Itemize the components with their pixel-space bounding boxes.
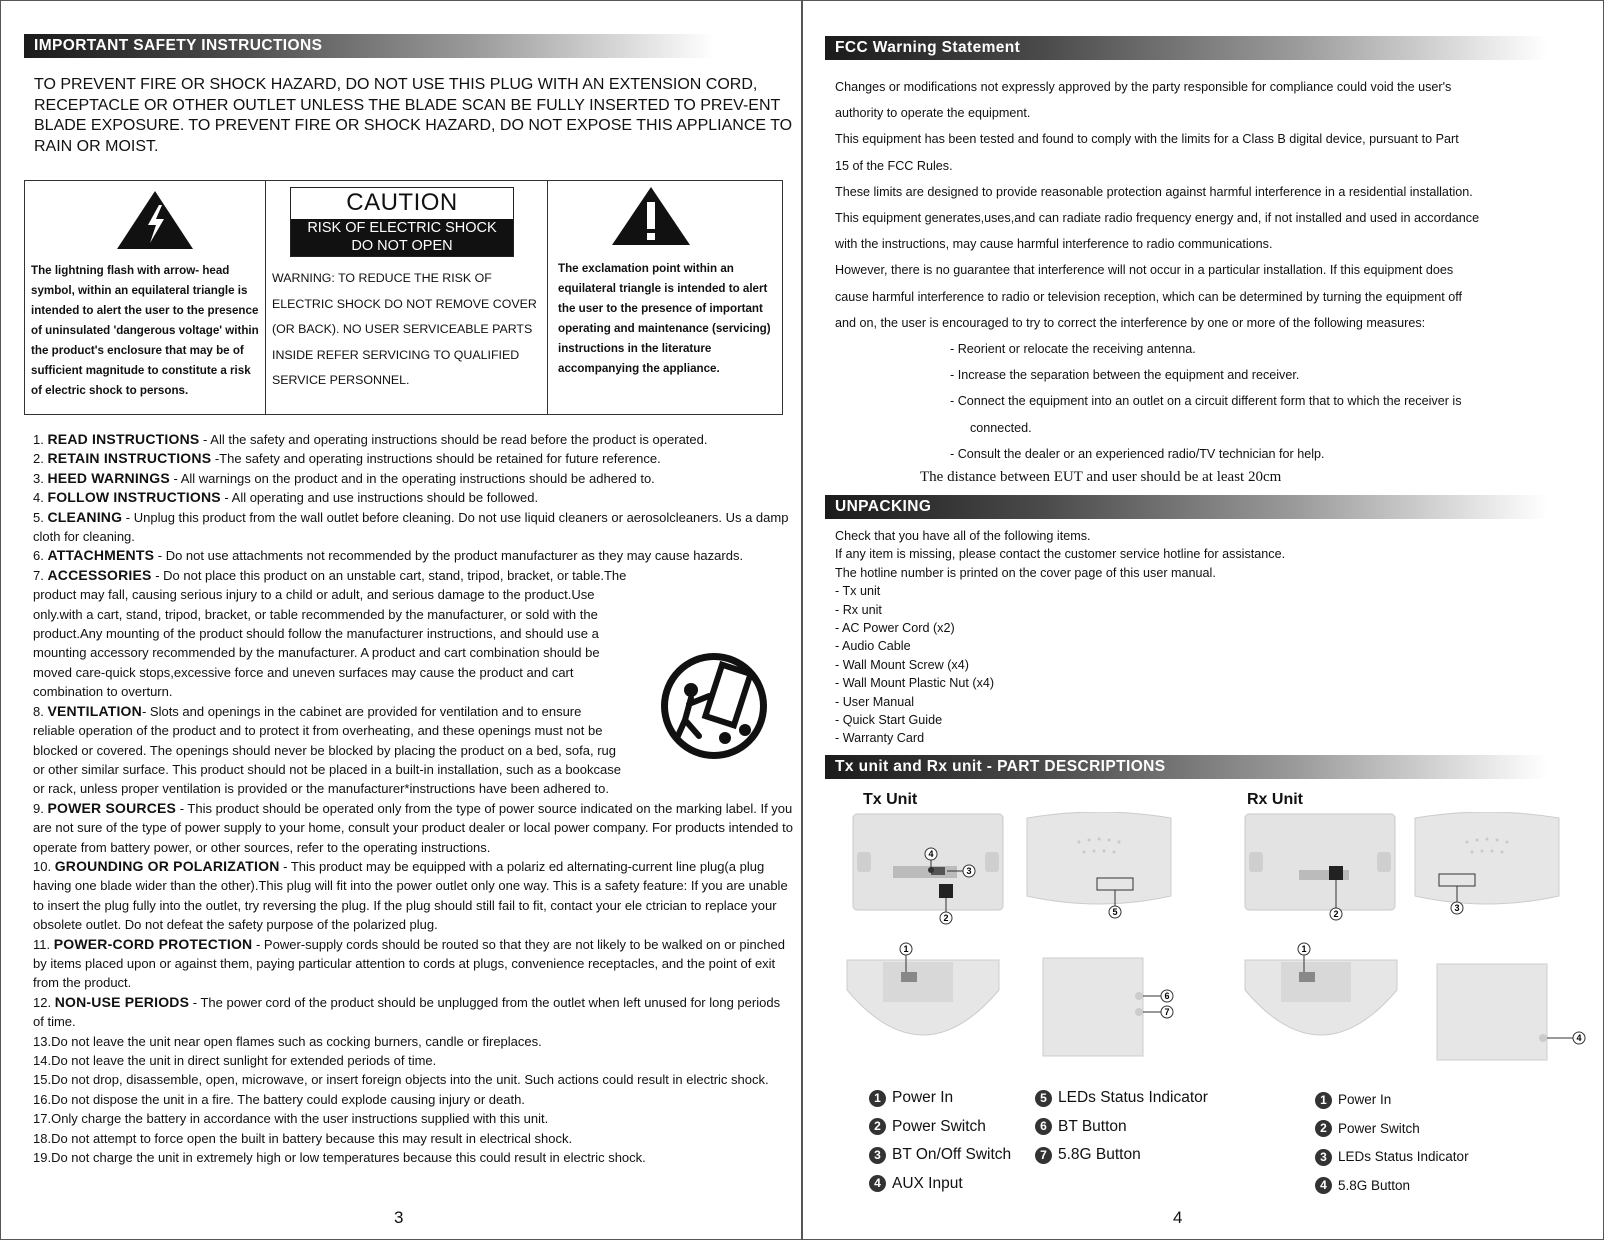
instruction-item — [33, 430, 793, 449]
instruction-item — [33, 799, 793, 857]
instruction-number: 8. — [33, 703, 48, 719]
instruction-item — [33, 546, 793, 565]
instruction-title: READ INSTRUCTIONS — [47, 431, 200, 447]
rx-base-image — [1241, 940, 1401, 1060]
legend-row — [869, 1084, 1011, 1113]
svg-text:7: 7 — [1164, 1007, 1170, 1017]
caution-description: WARNING: TO REDUCE THE RISK OF ELECTRIC SHOCK DO NOT REMOVE COVER (OR BACK). NO USER SERVICEABLE PARTS INSIDE REFER SERVICING TO QUALIFIED SERVICE PERSONNEL. — [272, 271, 537, 387]
instruction-title: POWER-CORD PROTECTION — [53, 935, 253, 952]
legend-row — [1035, 1084, 1208, 1113]
fcc-line: Changes or modifications not expressly approved by the party responsible for compliance could void the user's — [835, 80, 1452, 94]
left-page — [0, 0, 800, 1240]
exclamation-cell — [548, 181, 782, 414]
instruction-title: FOLLOW INSTRUCTIONS — [47, 489, 221, 506]
instruction-item — [33, 508, 793, 547]
unpacking-item: The hotline number is printed on the cover page of this user manual. — [835, 565, 1216, 580]
page-number-right: 4 — [1173, 1208, 1183, 1227]
unpacking-list — [835, 527, 1285, 748]
caution-label — [290, 187, 514, 257]
instruction-text: Do not leave the unit in direct sunlight for extended periods of time. — [51, 1053, 437, 1068]
instruction-item — [33, 1070, 793, 1089]
instruction-item — [33, 1051, 793, 1070]
instruction-text: Do not charge the unit in extremely high or low temperatures because this could result in electric shock. — [51, 1150, 646, 1166]
instruction-number: 4. — [33, 490, 48, 506]
instruction-text: - Slots and openings in the cabinet are provided for ventilation and to ensure reliable operation of the product and to protect it from overheating, and these openings must not be blocked or covered. The openings should never be blocked by placing the product on a bed, sofa, rug or other similar surface. This product should not be placed in a built-in installation, such as a bookcase or rack, unless proper ventilation is provided or the manufacturer*instructions have been adhered to. — [33, 703, 621, 797]
rx-speaker-front-image — [1407, 812, 1567, 932]
svg-text:1: 1 — [1301, 944, 1307, 954]
instruction-title: POWER SOURCES — [47, 799, 177, 816]
rx-unit-title: Rx Unit — [1247, 791, 1303, 808]
legend-number-badge: 4 — [869, 1175, 886, 1192]
instruction-text: Do not dispose the unit in a fire. The battery could explode causing injury or death. — [51, 1091, 525, 1107]
unpacking-header: UNPACKING — [825, 495, 1547, 519]
legend-number-badge: 1 — [869, 1090, 886, 1107]
instruction-title: ATTACHMENTS — [47, 547, 155, 564]
instruction-title: GROUNDING OR POLARIZATION — [54, 857, 280, 874]
legend-label: AUX Input — [892, 1174, 963, 1192]
parts-header: Tx unit and Rx unit - PART DESCRIPTIONS — [825, 755, 1547, 779]
fcc-measure: - Consult the dealer or an experienced radio/TV technician for help. — [950, 446, 1325, 461]
fcc-line: This equipment has been tested and found to comply with the limits for a Class B digital device, pursuant to Part — [835, 132, 1459, 147]
svg-text:2: 2 — [943, 913, 949, 923]
legend-label: 5.8G Button — [1338, 1177, 1411, 1193]
instruction-title: NON-USE PERIODS — [54, 993, 190, 1010]
instruction-item — [33, 469, 793, 488]
legend-number-badge: 7 — [1035, 1147, 1052, 1164]
instruction-item — [33, 488, 793, 507]
tx-speaker-front-image — [1019, 812, 1179, 932]
svg-text:3: 3 — [1454, 903, 1460, 913]
instruction-text: - Do not use attachments not recommended by the product manufacturer as they may cause hazards. — [154, 548, 744, 564]
safety-instructions-list — [33, 430, 793, 1167]
tx-unit-title: Tx Unit — [863, 791, 918, 808]
instruction-number: 1. — [33, 432, 48, 447]
rx-back-panel-image — [1239, 812, 1399, 932]
instruction-title: ACCESSORIES — [47, 566, 152, 583]
instruction-number: 2. — [33, 451, 48, 467]
caution-line-1: RISK OF ELECTRIC SHOCK — [307, 220, 497, 236]
safety-header: IMPORTANT SAFETY INSTRUCTIONS — [24, 34, 714, 58]
instruction-number: 15. — [33, 1072, 52, 1088]
instruction-number: 12. — [33, 994, 55, 1010]
legend-number-badge: 6 — [1035, 1118, 1052, 1135]
caution-title: CAUTION — [346, 189, 458, 216]
instruction-text: Do not drop, disassemble, open, microwave, or insert foreign objects into the unit. Such actions could result in electric shock. — [51, 1072, 769, 1088]
unpacking-item: - AC Power Cord (x2) — [835, 621, 955, 636]
legend-label: LEDs Status Indicator — [1338, 1149, 1469, 1164]
fcc-measure: - Connect the equipment into an outlet on a circuit different form that to which the receiver is — [950, 394, 1462, 409]
instruction-title: RETAIN INSTRUCTIONS — [47, 450, 212, 467]
page-number-left: 3 — [394, 1208, 404, 1227]
instruction-number: 17. — [33, 1111, 52, 1127]
caution-band — [291, 219, 513, 256]
fcc-line: 15 of the FCC Rules. — [835, 158, 953, 173]
instruction-text: - All operating and use instructions should be followed. — [220, 490, 539, 506]
svg-text:6: 6 — [1164, 991, 1170, 1001]
fcc-line: However, there is no guarantee that interference will not occur in a particular installation. If this equipment does — [835, 263, 1454, 278]
legend-label: Power In — [1338, 1092, 1392, 1107]
unpacking-item: - Wall Mount Screw (x4) — [835, 657, 969, 672]
unpacking-item: - User Manual — [835, 694, 915, 709]
instruction-text: - Unplug this product from the wall outlet before cleaning. Do not use liquid cleaners or aerosolcleaners. Us a damp cloth for cleaning. — [33, 509, 789, 545]
legend-row — [1035, 1113, 1208, 1142]
lightning-triangle-icon — [115, 189, 195, 251]
tx-side-image — [1039, 954, 1199, 1064]
instruction-item — [33, 1032, 793, 1051]
instruction-text: - All the safety and operating instructions should be read before the product is operated. — [199, 432, 708, 447]
instruction-number: 6. — [33, 548, 48, 564]
instruction-number: 19. — [33, 1150, 52, 1166]
instruction-number: 9. — [33, 800, 48, 816]
fcc-statement — [835, 74, 1595, 467]
legend-row — [869, 1113, 1011, 1142]
fcc-line: These limits are designed to provide reasonable protection against harmful interference in a residential installation. — [835, 184, 1473, 199]
fcc-line: authority to operate the equipment. — [835, 106, 1031, 121]
instruction-number: 5. — [33, 509, 48, 525]
instruction-item — [33, 993, 793, 1032]
fcc-measure: - Reorient or relocate the receiving antenna. — [950, 342, 1196, 357]
rx-side-image — [1433, 960, 1593, 1070]
eut-distance-note: The distance between EUT and user should be at least 20cm — [920, 469, 1282, 485]
svg-text:4: 4 — [1576, 1033, 1582, 1043]
instruction-item — [33, 702, 623, 799]
instruction-title: CLEANING — [47, 508, 123, 525]
fire-shock-warning: TO PREVENT FIRE OR SHOCK HAZARD, DO NOT USE THIS PLUG WITH AN EXTENSION CORD, RECEPTACLE OR OTHER OUTLET UNLESS THE BLADE SCAN BE FULLY INSERTED TO PREV-ENT BLADE EXPOSURE. TO PREVENT FIRE OR SHOCK HAZARD, DO NOT EXPOSE THIS APPLIANCE TO RAIN OR MOIST. — [34, 76, 793, 155]
instruction-text: - Power-supply cords should be routed so that they are not likely to be walked on or pinched by items placed upon or against them, paying particular attention to cords at plugs, convenience receptacles, and the point of exit from the product. — [33, 936, 785, 991]
svg-text:5: 5 — [1112, 907, 1118, 917]
unpacking-item: - Warranty Card — [835, 731, 925, 746]
legend-row — [1315, 1115, 1469, 1144]
svg-text:1: 1 — [903, 944, 909, 954]
instruction-number: 10. — [33, 858, 55, 874]
instruction-item — [33, 1148, 793, 1167]
tx-legend-right — [1035, 1084, 1208, 1170]
instruction-title: HEED WARNINGS — [47, 469, 170, 486]
fcc-line: This equipment generates,uses,and can radiate radio frequency energy and, if not installed and used in accordance — [835, 211, 1480, 226]
legend-row — [1315, 1143, 1469, 1172]
rx-legend — [1315, 1086, 1469, 1200]
fcc-measure: - Increase the separation between the equipment and receiver. — [950, 368, 1300, 383]
lightning-cell — [25, 181, 266, 414]
instruction-text: - The power cord of the product should be unplugged from the outlet when left unused for long periods of time. — [33, 994, 781, 1030]
instruction-text: Do not attempt to force open the built in battery because this may result in electrical shock. — [51, 1130, 573, 1146]
svg-text:4: 4 — [928, 849, 934, 859]
legend-number-badge: 4 — [1315, 1177, 1332, 1194]
instruction-number: 3. — [33, 470, 48, 486]
right-page — [803, 0, 1603, 1240]
unpacking-item: - Audio Cable — [835, 639, 911, 654]
exclamation-triangle-icon — [610, 185, 692, 247]
instruction-title: VENTILATION — [47, 702, 142, 719]
tx-back-panel-image — [847, 812, 1007, 932]
caution-cell — [266, 181, 548, 414]
legend-label: Power Switch — [1338, 1120, 1420, 1136]
legend-label: 5.8G Button — [1058, 1146, 1141, 1163]
legend-number-badge: 5 — [1035, 1090, 1052, 1107]
instruction-text: - This product may be equipped with a polariz ed alternating-current line plug(a plug having one blade wider than the other).This plug will fit into the power outlet only one way. This is a safety feature: If you are unable to insert the plug fully into the outlet, try reversing the plug. If the plug should still fail to fit, contact your ele ctrician to replace your obsolete outlet. Do not defeat the safety purpose of the polarized plug. — [33, 858, 788, 933]
legend-row — [869, 1141, 1011, 1170]
instruction-item — [33, 1129, 793, 1148]
legend-number-badge: 3 — [869, 1147, 886, 1164]
legend-number-badge: 3 — [1315, 1149, 1332, 1166]
legend-row — [869, 1170, 1011, 1199]
instruction-item — [33, 566, 633, 702]
instruction-item — [33, 935, 793, 993]
unpacking-item: - Tx unit — [835, 584, 881, 599]
legend-row — [1315, 1172, 1469, 1201]
fcc-measure: connected. — [970, 420, 1032, 435]
fcc-line: cause harmful interference to radio or television reception, which can be determined by turning the equipment off — [835, 289, 1463, 304]
instruction-number: 13. — [33, 1033, 52, 1049]
unpacking-item: - Quick Start Guide — [835, 713, 943, 728]
instruction-item — [33, 1109, 793, 1128]
instruction-item — [33, 857, 793, 935]
caution-line-2: DO NOT OPEN — [351, 238, 453, 254]
fcc-header: FCC Warning Statement — [825, 36, 1547, 60]
instruction-number: 14. — [33, 1053, 52, 1068]
fcc-line: and on, the user is encouraged to try to correct the interference by one or more of the following measures: — [835, 315, 1426, 330]
instruction-item — [33, 449, 793, 468]
unpacking-item: Check that you have all of the following items. — [835, 529, 1091, 543]
unpacking-item: - Rx unit — [835, 602, 882, 617]
instruction-item — [33, 1090, 793, 1109]
legend-row — [1035, 1141, 1208, 1170]
exclamation-description: The exclamation point within an equilateral triangle is intended to alert the user to the presence of important operating and maintenance (servicing) instructions in the literature accompanying the appliance. — [558, 262, 771, 375]
instruction-text: Only charge the battery in accordance with the user instructions supplied with this unit. — [51, 1111, 549, 1127]
instruction-text: - Do not place this product on an unstable cart, stand, tripod, bracket, or table.The product may fall, causing serious injury to a child or adult, and serious damage to the product.Use only.with a cart, stand, tripod, bracket, or table recommended by the manufacturer, or sold with the product.Any mounting of the product should follow the manufacturer instructions, and should use a mounting accessory recommended by the manufacturer. A product and cart combination should be moved care-quick stops,excessive force and uneven surfaces may cause the product and cart combination to overturn. — [33, 567, 627, 700]
tx-legend-left — [869, 1084, 1011, 1198]
legend-number-badge: 2 — [869, 1118, 886, 1135]
instruction-text: -The safety and operating instructions should be retained for future reference. — [211, 451, 661, 467]
instruction-number: 11. — [33, 936, 54, 952]
instruction-number: 7. — [33, 567, 48, 583]
instruction-text: - All warnings on the product and in the operating instructions should be adhered to. — [169, 470, 655, 486]
legend-label: Power Switch — [892, 1117, 986, 1135]
unpacking-item: If any item is missing, please contact the customer service hotline for assistance. — [835, 547, 1286, 562]
tx-base-image — [843, 940, 1003, 1060]
legend-label: BT On/Off Switch — [892, 1146, 1012, 1163]
legend-number-badge: 1 — [1315, 1092, 1332, 1109]
legend-label: BT Button — [1058, 1117, 1127, 1135]
legend-label: Power In — [892, 1089, 954, 1106]
instruction-text: Do not leave the unit near open flames such as cocking burners, candle or fireplaces. — [51, 1033, 542, 1049]
legend-row — [1315, 1086, 1469, 1115]
lightning-description: The lightning flash with arrow- head symbol, within an equilateral triangle is intended to alert the user to the presence of uninsulated 'dangerous voltage' within the product's enclosure that may be of sufficient magnitude to constitute a risk of electric shock to persons. — [31, 264, 259, 397]
svg-text:2: 2 — [1333, 909, 1339, 919]
instruction-number: 16. — [33, 1091, 52, 1107]
fcc-line: with the instructions, may cause harmful interference to radio communications. — [835, 237, 1273, 252]
svg-text:3: 3 — [966, 866, 972, 876]
instruction-text: - This product should be operated only from the type of power source indicated on the marking label. If you are not sure of the type of power supply to your home, consult your product dealer or local power company. For products intended to operate from battery power, or other sources, refer to the operating instructions. — [33, 800, 793, 855]
instruction-number: 18. — [33, 1130, 52, 1146]
unpacking-item: - Wall Mount Plastic Nut (x4) — [835, 676, 995, 691]
safety-symbols-table — [24, 180, 783, 415]
legend-label: LEDs Status Indicator — [1058, 1089, 1208, 1106]
legend-number-badge: 2 — [1315, 1120, 1332, 1137]
